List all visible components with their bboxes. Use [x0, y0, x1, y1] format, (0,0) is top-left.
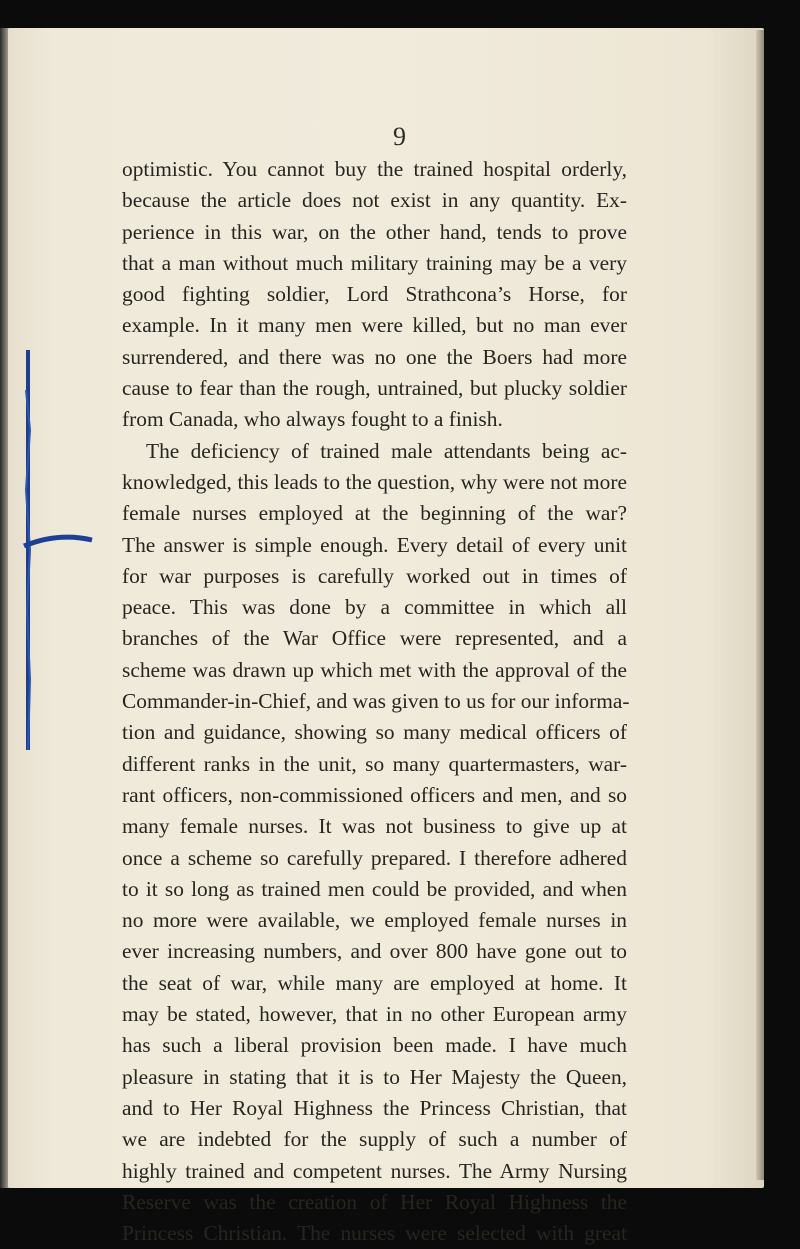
text-line: for war purposes is carefully worked out in times of [122, 563, 627, 588]
text-line: pleasure in stating that it is to Her Majesty the Queen, [122, 1064, 627, 1089]
text-line: branches of the War Office were represented, and a [122, 626, 627, 651]
text-line: The deficiency of trained male attendants being ac- [146, 438, 627, 463]
text-line: rant officers, non-commissioned officers and men, and so [122, 782, 627, 807]
text-line: and to Her Royal Highness the Princess Christian, that [122, 1095, 627, 1120]
text-line: from Canada, who always fought to a finish. [122, 407, 503, 432]
text-line: example. In it many men were killed, but no man ever [122, 313, 627, 338]
text-line: because the article does not exist in any quantity. Ex- [122, 188, 627, 213]
text-line: ever increasing numbers, and over 800 have gone out to [122, 939, 627, 964]
text-line: peace. This was done by a committee in which all [122, 595, 627, 620]
body-text [122, 154, 630, 1249]
text-line: Commander-in-Chief, and was given to us for our informa- [122, 689, 630, 714]
text-line: surrendered, and there was no one the Boers had more [122, 344, 627, 369]
text-line: many female nurses. It was not business to give up at [122, 814, 627, 839]
text-line: scheme was drawn up which met with the approval of the [122, 657, 627, 682]
text-line: that a man without much military training may be a very [122, 250, 627, 275]
text-line: female nurses employed at the beginning of the war? [122, 501, 627, 526]
text-line: to it so long as trained men could be provided, and when [122, 876, 627, 901]
text-line: Princess Christian. The nurses were selected with great [122, 1221, 627, 1246]
text-line: optimistic. You cannot buy the trained hospital orderly, [122, 157, 627, 181]
text-line: has such a liberal provision been made. I have much [122, 1033, 627, 1058]
text-line: good fighting soldier, Lord Strathcona’s Horse, for [122, 282, 627, 307]
text-line: different ranks in the unit, so many quartermasters, war- [122, 751, 627, 776]
page-number: 9 [393, 122, 407, 151]
binding-thread-loop [18, 528, 94, 558]
text-line: no more were available, we employed female nurses in [122, 908, 627, 933]
text-line: cause to fear than the rough, untrained, but plucky soldier [122, 376, 627, 401]
text-line: the seat of war, while many are employed at home. It [122, 970, 627, 995]
text-line: once a scheme so carefully prepared. I therefore adhered [122, 845, 627, 870]
text-line: tion and guidance, showing so many medical officers of [122, 720, 627, 745]
text-line: Reserve was the creation of Her Royal Highness the [122, 1189, 627, 1214]
text-line: knowledged, this leads to the question, why were not more [122, 469, 627, 494]
text-line: highly trained and competent nurses. The Army Nursing [122, 1158, 627, 1183]
text-line: we are indebted for the supply of such a number of [122, 1127, 627, 1152]
text-line: The answer is simple enough. Every detail of every unit [122, 532, 627, 557]
text-line: perience in this war, on the other hand, tends to prove [122, 219, 627, 244]
page-edge-shadow [756, 30, 764, 1180]
text-line: may be stated, however, that in no other European army [122, 1002, 627, 1027]
